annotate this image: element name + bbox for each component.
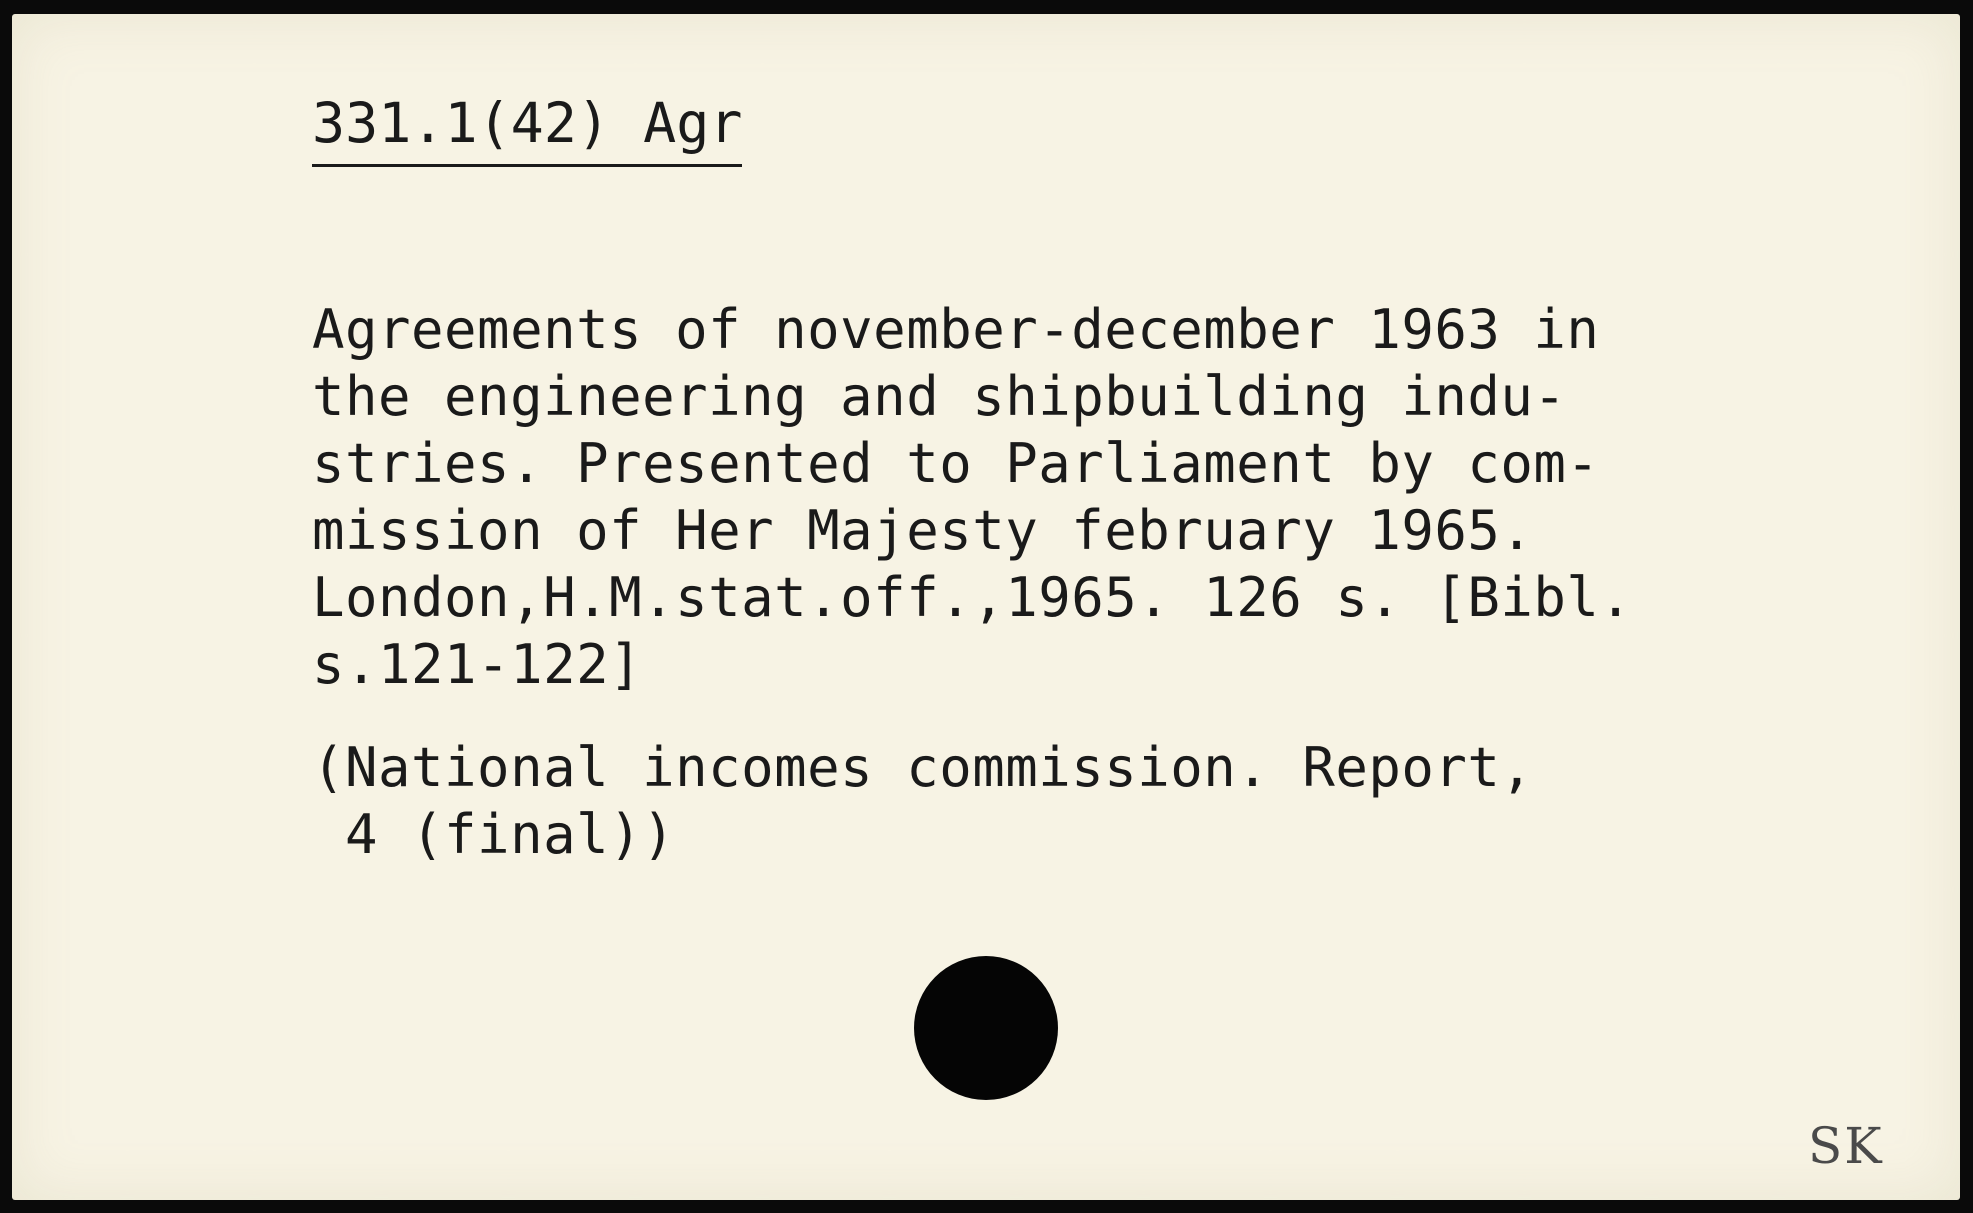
description-line: the engineering and shipbuilding indu- [312, 365, 1567, 428]
cataloger-initials: SK [1808, 1117, 1884, 1175]
description-line: Agreements of november-december 1963 in [312, 298, 1600, 361]
description-line: stries. Presented to Parliament by com- [312, 432, 1600, 495]
description-line: s.121-122] [312, 633, 643, 696]
description-line: London,H.M.stat.off.,1965. 126 s. [Bibl. [312, 566, 1633, 629]
series-note [312, 734, 1533, 868]
catalog-card [12, 14, 1960, 1200]
bibliographic-description [312, 296, 1632, 698]
series-line: 4 (final)) [312, 803, 676, 866]
punch-hole [914, 956, 1058, 1100]
call-number: 331.1(42) Agr [312, 88, 742, 167]
description-line: mission of Her Majesty february 1965. [312, 499, 1534, 562]
series-line: (National incomes commission. Report, [312, 736, 1534, 799]
